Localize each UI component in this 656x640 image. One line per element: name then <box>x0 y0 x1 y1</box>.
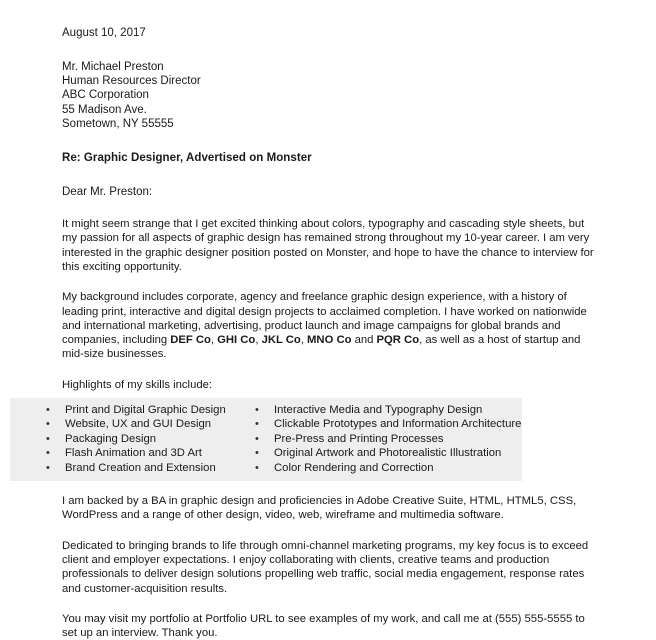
list-item <box>43 461 251 475</box>
bullet-icon: • <box>46 403 50 416</box>
recipient-company: ABC Corporation <box>62 89 149 102</box>
bullet-icon: • <box>255 432 259 445</box>
company-name-mno: MNO Co <box>307 334 352 347</box>
recipient-name: Mr. Michael Preston <box>62 61 164 73</box>
recipient-address-block <box>62 60 596 131</box>
skill-label: Packaging Design <box>65 432 157 445</box>
body-paragraph-5: You may visit my portfolio at Portfolio URL to see examples of my work, and call me at (555) 555-5555 to set up an interview. Thank you. <box>62 612 585 640</box>
company-name-pqr: PQR Co <box>376 334 420 347</box>
paragraph-2-sep-2: , <box>255 334 262 347</box>
body-paragraph-4: Dedicated to bringing brands to life through omni-channel marketing programs, my key focus is to exceed client and employer expectations. I enjoy collaborating with clients, creative teams and production professionals to deliver design solutions propelling web traffic, social media engagement, response rates and customer-acquisition results. <box>62 539 589 595</box>
recipient-city-state-zip: Sometown, NY 55555 <box>62 117 174 130</box>
skills-list-right <box>252 403 522 475</box>
skill-label: Interactive Media and Typography Design <box>274 403 483 416</box>
recipient-title: Human Resources Director <box>62 75 201 88</box>
letter-date: August 10, 2017 <box>62 27 146 39</box>
paragraph-2-sep-4: and <box>351 334 377 347</box>
list-item <box>252 432 522 446</box>
company-name-ghi: GHI Co <box>217 334 256 347</box>
skills-column-left <box>10 403 251 475</box>
body-paragraph-3: I am backed by a BA in graphic design and proficiencies in Adobe Creative Suite, HTML, HTML5, CSS, WordPress and a range of other design, video, web, wireframe and multimedia software. <box>62 495 577 522</box>
paragraph-2-sep-1: , <box>210 334 218 347</box>
company-name-jkl: JKL Co <box>261 334 301 347</box>
bullet-icon: • <box>46 418 50 431</box>
company-name-def: DEF Co <box>170 334 211 347</box>
body-paragraph-1: It might seem strange that I get excited thinking about colors, typography and cascading style sheets, but my passion for all aspects of graphic design has remained strong throughout my 10-year career. I am very interested in the graphic designer position posted on Monster, and hope to have the chance to interview for this exciting opportunity. <box>62 218 594 273</box>
bullet-icon: • <box>255 403 259 416</box>
list-item <box>252 417 522 431</box>
skills-intro-line: Highlights of my skills include: <box>62 378 213 391</box>
skill-label: Flash Animation and 3D Art <box>65 447 202 460</box>
skill-label: Print and Digital Graphic Design <box>65 403 226 416</box>
list-item <box>252 403 522 417</box>
bullet-icon: • <box>255 461 259 474</box>
bullet-icon: • <box>46 447 50 460</box>
skill-label: Color Rendering and Correction <box>274 461 434 474</box>
bullet-icon: • <box>46 432 50 445</box>
bullet-icon: • <box>255 418 259 431</box>
list-item <box>43 432 251 446</box>
bullet-icon: • <box>46 461 50 474</box>
skill-label: Brand Creation and Extension <box>65 461 216 474</box>
paragraph-2-lead-text: My background includes corporate, agency and freelance graphic design experience, with a history of leading print, interactive and digital design projects to acclaimed completion. I have worked on nationwide and international marketing, advertising, product launch and image campaigns for global brands and companies, including <box>62 291 587 347</box>
skill-label: Clickable Prototypes and Information Architecture <box>274 418 522 431</box>
skill-label: Original Artwork and Photorealistic Illustration <box>274 447 502 460</box>
skill-label: Website, UX and GUI Design <box>65 418 212 431</box>
list-item <box>43 446 251 460</box>
list-item <box>43 417 251 431</box>
skills-column-right <box>251 403 522 475</box>
bullet-icon: • <box>255 447 259 460</box>
skills-list-left <box>43 403 251 475</box>
paragraph-2-sep-3: , <box>300 334 308 347</box>
list-item <box>252 461 522 475</box>
letter-subject-line: Re: Graphic Designer, Advertised on Monster <box>62 152 312 165</box>
recipient-street: 55 Madison Ave. <box>62 103 147 116</box>
body-paragraph-2 <box>62 290 596 361</box>
paragraph-2-trailing-text: , as well as a host of startup and mid-size businesses. <box>62 334 581 361</box>
list-item <box>43 403 251 417</box>
skills-highlight-block <box>10 398 522 481</box>
letter-salutation: Dear Mr. Preston: <box>62 186 153 199</box>
list-item <box>252 446 522 460</box>
skill-label: Pre-Press and Printing Processes <box>274 432 444 445</box>
